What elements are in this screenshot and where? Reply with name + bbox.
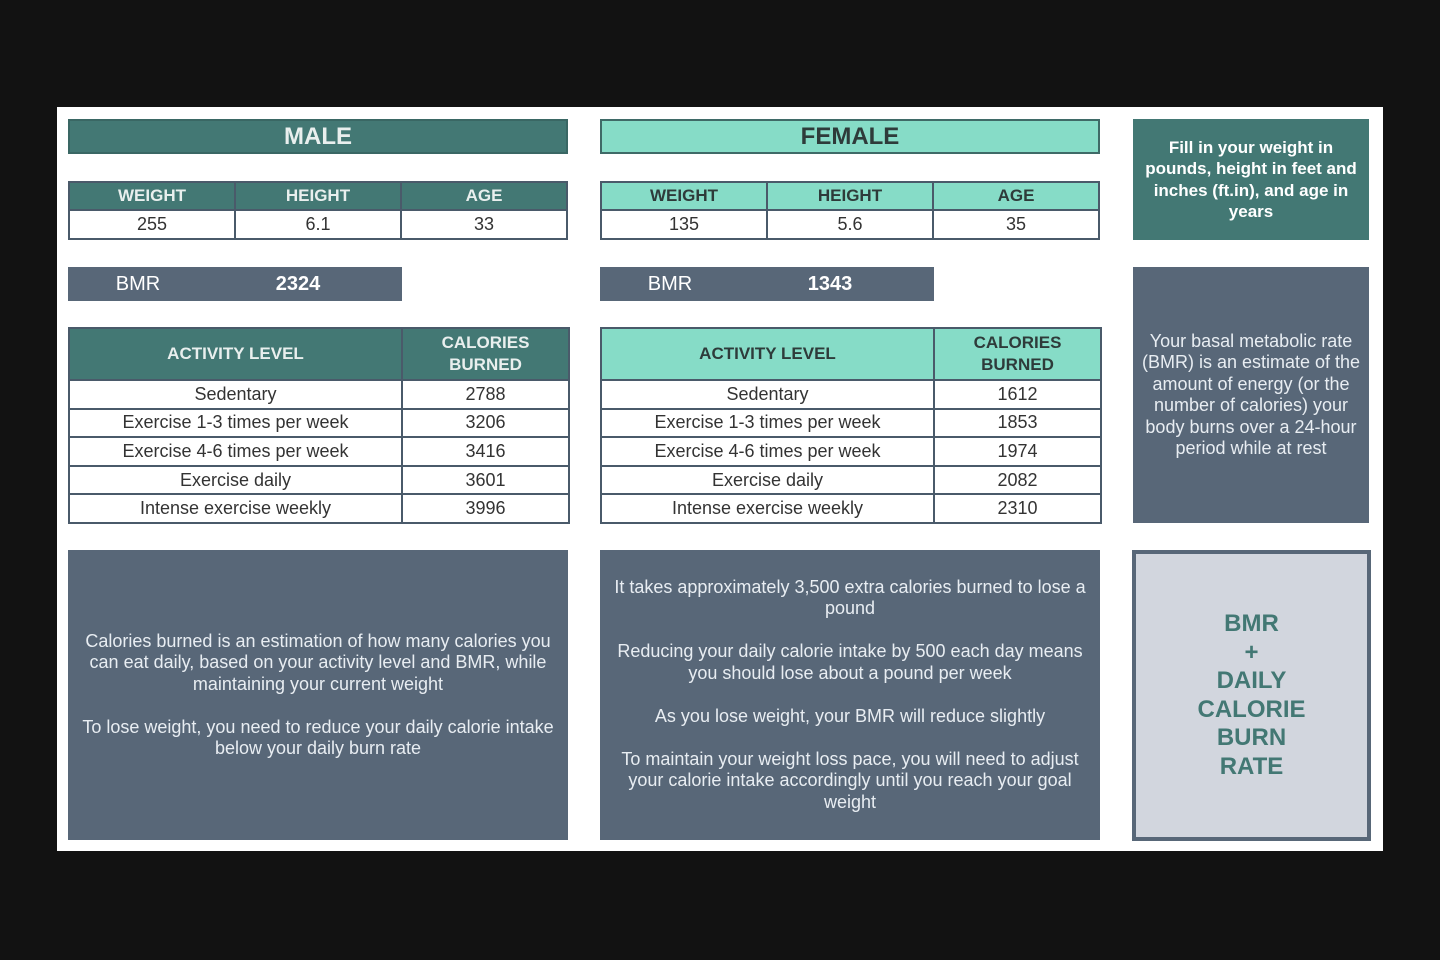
calories-burned: 1612 bbox=[934, 380, 1101, 409]
activity-level: Exercise daily bbox=[601, 466, 934, 495]
male-activity-table bbox=[68, 327, 568, 524]
female-age-header: AGE bbox=[933, 182, 1099, 210]
calories-burned: 2082 bbox=[934, 466, 1101, 495]
calories-burned: 1853 bbox=[934, 409, 1101, 438]
activity-level: Intense exercise weekly bbox=[601, 494, 934, 523]
table-row bbox=[69, 380, 569, 409]
male-calories-header: CALORIES BURNED bbox=[402, 328, 569, 380]
calories-burned: 3601 bbox=[402, 466, 569, 495]
bmr-description-box bbox=[1133, 267, 1369, 523]
female-info-panel bbox=[600, 550, 1100, 840]
table-row bbox=[601, 437, 1101, 466]
female-weight-header: WEIGHT bbox=[601, 182, 767, 210]
calories-burned: 1974 bbox=[934, 437, 1101, 466]
male-bmr-bar bbox=[68, 267, 402, 301]
table-row bbox=[69, 409, 569, 438]
info-paragraph: Calories burned is an estimation of how many calories you can eat daily, based on your activity level and BMR, while maintaining your current weight bbox=[85, 630, 551, 694]
calories-burned: 2310 bbox=[934, 494, 1101, 523]
info-paragraph: To lose weight, you need to reduce your daily calorie intake below your daily burn rate bbox=[82, 716, 554, 758]
male-info-panel bbox=[68, 550, 568, 840]
female-activity-header: ACTIVITY LEVEL bbox=[601, 328, 934, 380]
female-height-header: HEIGHT bbox=[767, 182, 933, 210]
instructions-box: Fill in your weight in pounds, height in feet and inches (ft.in), and age in years bbox=[1133, 119, 1369, 240]
info-paragraph: Reducing your daily calorie intake by 500 each day means you should lose about a pound per week bbox=[617, 641, 1083, 683]
calories-burned: 2788 bbox=[402, 380, 569, 409]
female-activity-table bbox=[600, 327, 1100, 524]
female-title: FEMALE bbox=[600, 119, 1100, 154]
activity-level: Sedentary bbox=[601, 380, 934, 409]
male-height-input[interactable]: 6.1 bbox=[235, 210, 401, 239]
female-calories-header: CALORIES BURNED bbox=[934, 328, 1101, 380]
burn-line: BMR bbox=[1224, 610, 1279, 637]
male-age-input[interactable]: 33 bbox=[401, 210, 567, 239]
female-bmr-bar bbox=[600, 267, 934, 301]
activity-level: Exercise 4-6 times per week bbox=[69, 437, 402, 466]
activity-level: Intense exercise weekly bbox=[69, 494, 402, 523]
burn-line: BURN bbox=[1216, 724, 1287, 751]
activity-level: Exercise daily bbox=[69, 466, 402, 495]
burn-line: DAILY bbox=[1216, 667, 1287, 694]
male-age-header: AGE bbox=[401, 182, 567, 210]
table-row bbox=[601, 409, 1101, 438]
male-bmr-value: 2324 bbox=[275, 272, 321, 295]
female-age-input[interactable]: 35 bbox=[933, 210, 1099, 239]
calories-burned: 3996 bbox=[402, 494, 569, 523]
female-height-input[interactable]: 5.6 bbox=[767, 210, 933, 239]
table-row bbox=[69, 466, 569, 495]
info-paragraph: As you lose weight, your BMR will reduce slightly bbox=[654, 705, 1046, 726]
male-height-header: HEIGHT bbox=[235, 182, 401, 210]
activity-level: Exercise 1-3 times per week bbox=[69, 409, 402, 438]
male-weight-header: WEIGHT bbox=[69, 182, 235, 210]
table-row bbox=[69, 437, 569, 466]
table-row bbox=[601, 380, 1101, 409]
female-bmr-value: 1343 bbox=[807, 272, 853, 295]
male-activity-header: ACTIVITY LEVEL bbox=[69, 328, 402, 380]
calories-burned: 3416 bbox=[402, 437, 569, 466]
calories-burned: 3206 bbox=[402, 409, 569, 438]
female-input-table bbox=[600, 181, 1100, 240]
table-row bbox=[601, 466, 1101, 495]
burn-line: CALORIE bbox=[1197, 695, 1306, 723]
male-input-table bbox=[68, 181, 568, 240]
female-weight-input[interactable]: 135 bbox=[601, 210, 767, 239]
info-paragraph: It takes approximately 3,500 extra calories burned to lose a pound bbox=[614, 576, 1086, 619]
info-paragraph: To maintain your weight loss pace, you will need to adjust your calorie intake accordingly until you reach your goal weight bbox=[621, 748, 1079, 812]
burn-line: RATE bbox=[1219, 752, 1284, 780]
table-row bbox=[601, 494, 1101, 523]
table-row bbox=[69, 494, 569, 523]
activity-level: Exercise 4-6 times per week bbox=[601, 437, 934, 466]
male-title: MALE bbox=[68, 119, 568, 154]
burn-line: + bbox=[1244, 638, 1259, 666]
burn-rate-box bbox=[1132, 550, 1371, 841]
male-bmr-label: BMR bbox=[115, 272, 161, 295]
female-bmr-label: BMR bbox=[647, 272, 693, 295]
activity-level: Exercise 1-3 times per week bbox=[601, 409, 934, 438]
calculator-sheet bbox=[57, 107, 1383, 851]
male-weight-input[interactable]: 255 bbox=[69, 210, 235, 239]
bmr-description: Your basal metabolic rate (BMR) is an estimate of the amount of energy (or the number of calories) your body burns over a 24-hour period while at rest bbox=[1141, 330, 1361, 458]
activity-level: Sedentary bbox=[69, 380, 402, 409]
